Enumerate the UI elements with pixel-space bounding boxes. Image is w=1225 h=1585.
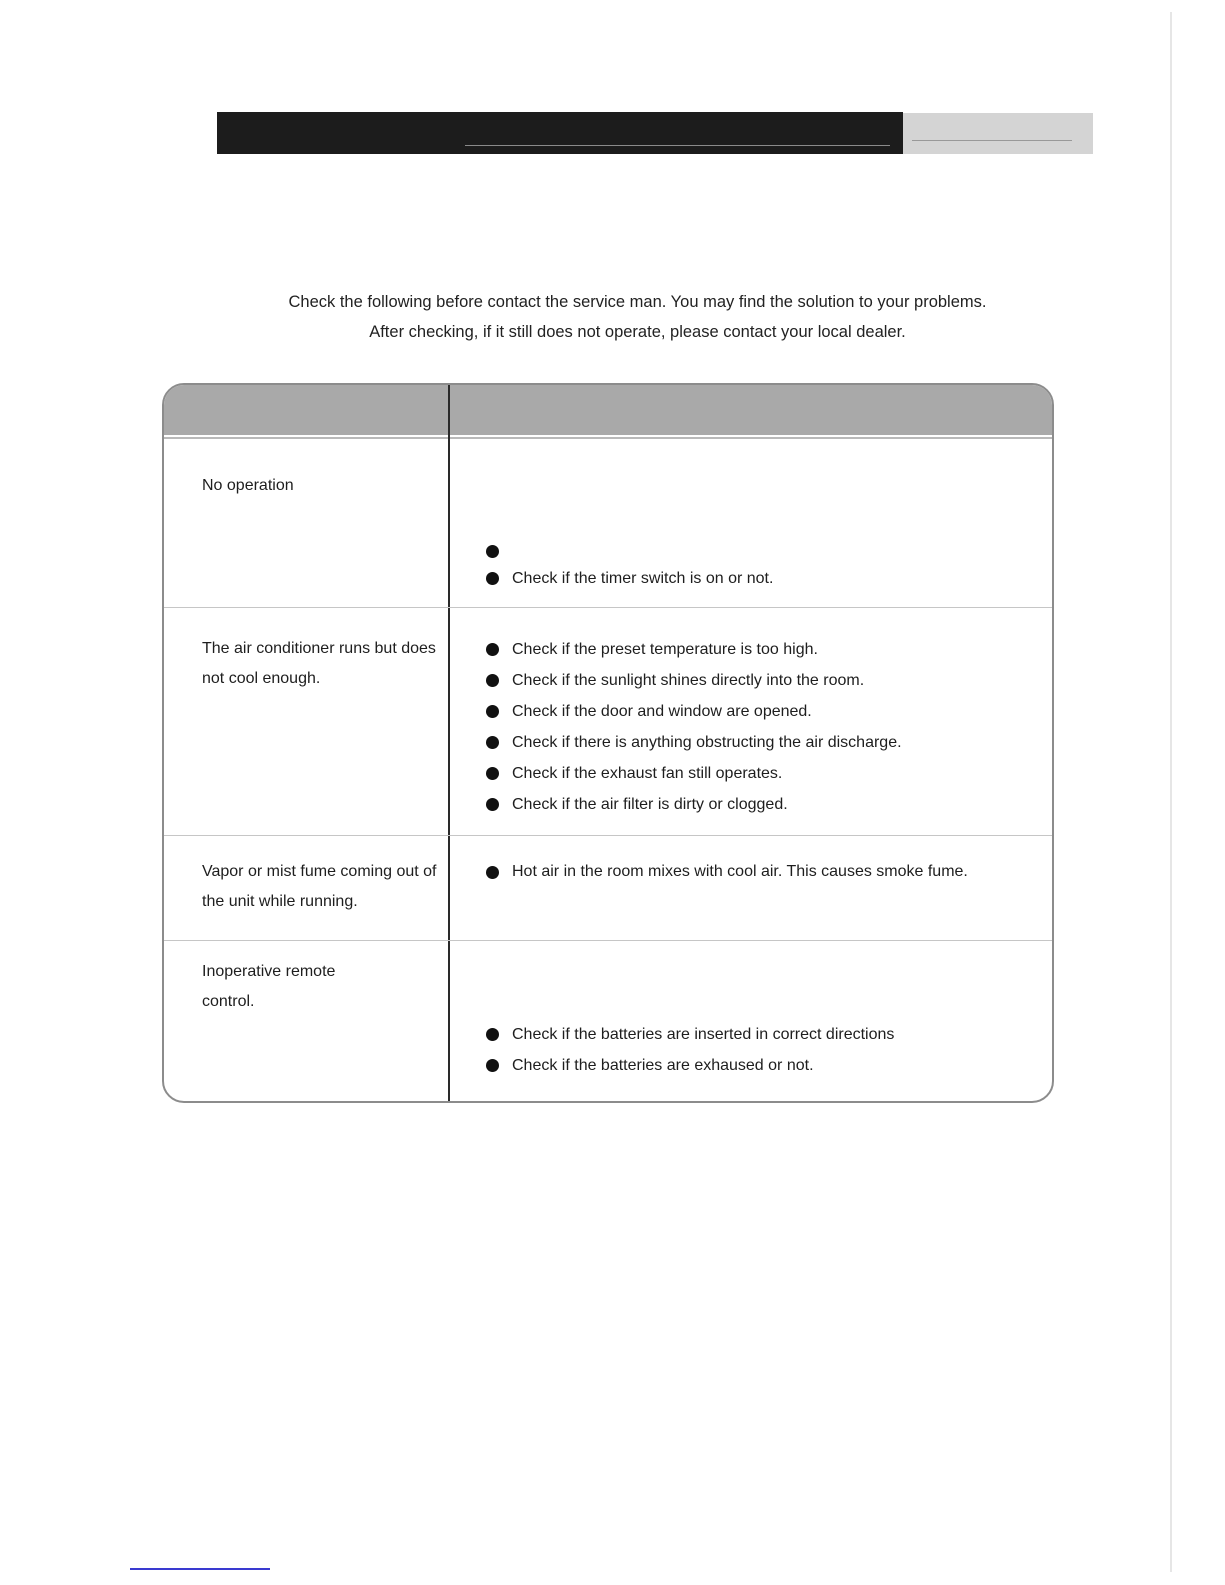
bullet-icon — [486, 545, 499, 558]
header-rule-line — [164, 437, 1052, 439]
check-item: Check if there is anything obstructing the air discharge. — [484, 727, 1024, 758]
symptom-not-cooling: The air conditioner runs but does not cool enough. — [202, 640, 436, 687]
check-item: Check if the batteries are inserted in correct directions — [484, 1019, 1024, 1050]
row-divider — [164, 835, 1052, 836]
column-divider — [448, 385, 450, 1101]
symptom-no-operation: No operation — [202, 477, 294, 494]
check-item: Check if the air filter is dirty or clogged. — [484, 789, 1024, 820]
check-list — [484, 634, 1024, 820]
footer-underline — [130, 1568, 270, 1570]
symptom-remote-control: Inoperative remote control. — [202, 963, 336, 1010]
check-item: Hot air in the room mixes with cool air. This causes smoke fume. — [484, 857, 1024, 887]
row-divider — [164, 940, 1052, 941]
check-list — [484, 857, 1024, 887]
intro-line-1: Check the following before contact the service man. You may find the solution to your problems. — [288, 293, 987, 311]
troubleshooting-table — [162, 383, 1054, 1103]
row-divider — [164, 607, 1052, 608]
section-header-bar — [217, 112, 903, 154]
table-header — [164, 385, 1052, 435]
header-tab-rule — [912, 140, 1072, 141]
check-item: Check if the door and window are opened. — [484, 696, 1024, 727]
check-item: Check if the sunlight shines directly into the room. — [484, 665, 1024, 696]
check-list — [484, 1019, 1024, 1081]
check-list — [484, 563, 1024, 594]
header-rule — [465, 145, 890, 146]
check-item: Check if the batteries are exhaused or not. — [484, 1050, 1024, 1081]
check-item: Check if the preset temperature is too high. — [484, 634, 1024, 665]
check-item: Check if the timer switch is on or not. — [484, 563, 1024, 594]
check-item: Check if the exhaust fan still operates. — [484, 758, 1024, 789]
intro-line-2: After checking, if it still does not operate, please contact your local dealer. — [369, 323, 906, 341]
header-tab — [903, 113, 1093, 154]
symptom-vapor-mist: Vapor or mist fume coming out of the unit while running. — [202, 863, 437, 910]
page-edge — [1170, 12, 1172, 1572]
